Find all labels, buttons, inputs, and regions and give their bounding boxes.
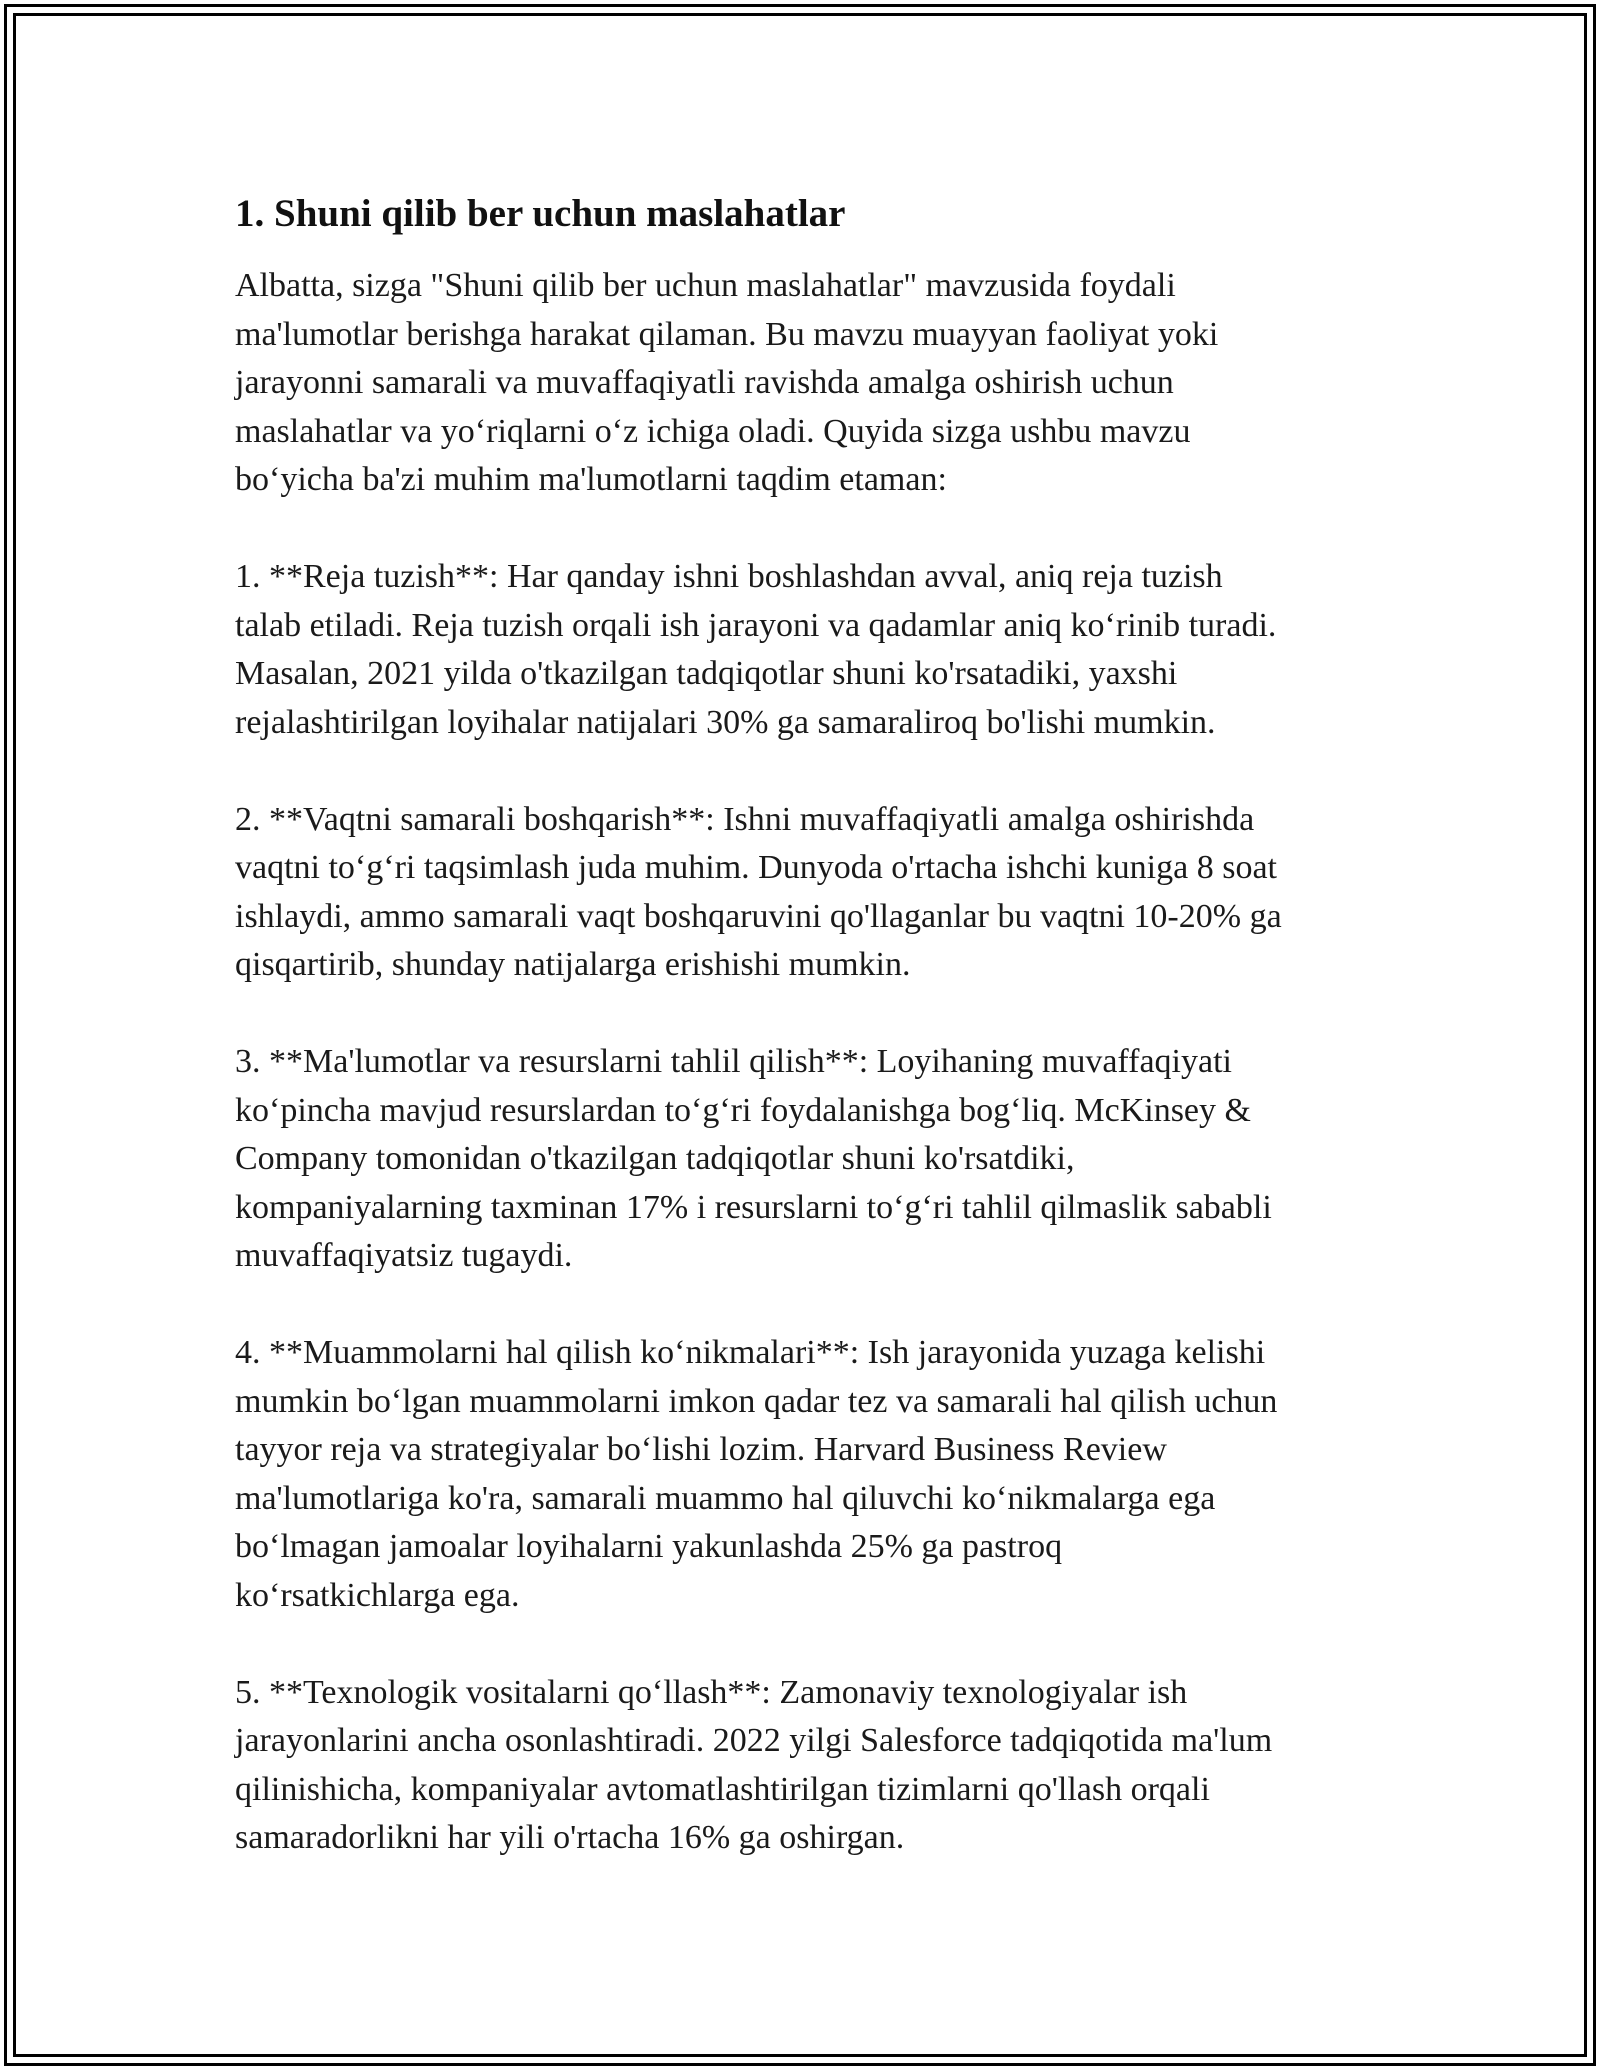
tip-5-paragraph: 5. **Texnologik vositalarni qo‘llash**: Zamonaviy texnologiyalar ish jarayonlarini ancha osonlashtiradi. 2022 yilgi Salesforce tadqiqotida ma'lum qilinishicha, kompaniyalar avtomatlashtirilgan tizimlarni qo'llash orqali samaradorlikni har yili o'rtacha 16% ga oshirgan. bbox=[235, 1673, 1273, 1856]
intro-paragraph: Albatta, sizga "Shuni qilib ber uchun maslahatlar" mavzusida foydali ma'lumotlar berishga harakat qilaman. Bu mavzu muayyan faoliyat yoki jarayonni samarali va muvaffaqiyatli ravishda amalga oshirish uchun maslahatlar va yo‘riqlarni o‘z ichiga oladi. Quyida sizga ushbu mavzu bo‘yicha ba'zi muhim ma'lumotlarni taqdim etaman: bbox=[235, 267, 1219, 498]
tip-1-paragraph: 1. **Reja tuzish**: Har qanday ishni boshlashdan avval, aniq reja tuzish talab etiladi. Reja tuzish orqali ish jarayoni va qadamlar aniq ko‘rinib turadi. Masalan, 2021 yilda o'tkazilgan tadqiqotlar shuni ko'rsatadiki, yaxshi rejalashtirilgan loyihalar natijalari 30% ga samaraliroq bo'lishi mumkin. bbox=[235, 558, 1277, 741]
document-body bbox=[235, 190, 1385, 1911]
tip-2-paragraph: 2. **Vaqtni samarali boshqarish**: Ishni muvaffaqiyatli amalga oshirishda vaqtni to‘g‘ri taqsimlash juda muhim. Dunyoda o'rtacha ishchi kuniga 8 soat ishlaydi, ammo samarali vaqt boshqaruvini qo'llaganlar bu vaqtni 10-20% ga qisqartirib, shunday natijalarga erishishi mumkin. bbox=[235, 800, 1282, 983]
tip-4-paragraph: 4. **Muammolarni hal qilish ko‘nikmalari**: Ish jarayonida yuzaga kelishi mumkin bo‘lgan muammolarni imkon qadar tez va samarali hal qilish uchun tayyor reja va strategiyalar bo‘lishi lozim. Harvard Business Review ma'lumotlariga ko'ra, samarali muammo hal qiluvchi ko‘nikmalarga ega bo‘lmagan jamoalar loyihalarni yakunlashda 25% ga pastroq ko‘rsatkichlarga ega. bbox=[235, 1334, 1278, 1614]
document-title: 1. Shuni qilib ber uchun maslahatlar bbox=[235, 192, 846, 235]
tip-3-paragraph: 3. **Ma'lumotlar va resurslarni tahlil qilish**: Loyihaning muvaffaqiyati ko‘pincha mavjud resurslardan to‘g‘ri foydalanishga bog‘liq. McKinsey & Company tomonidan o'tkazilgan tadqiqotlar shuni ko'rsatdiki, kompaniyalarning taxminan 17% i resurslarni to‘g‘ri tahlil qilmaslik sababli muvaffaqiyatsiz tugaydi. bbox=[235, 1043, 1272, 1274]
